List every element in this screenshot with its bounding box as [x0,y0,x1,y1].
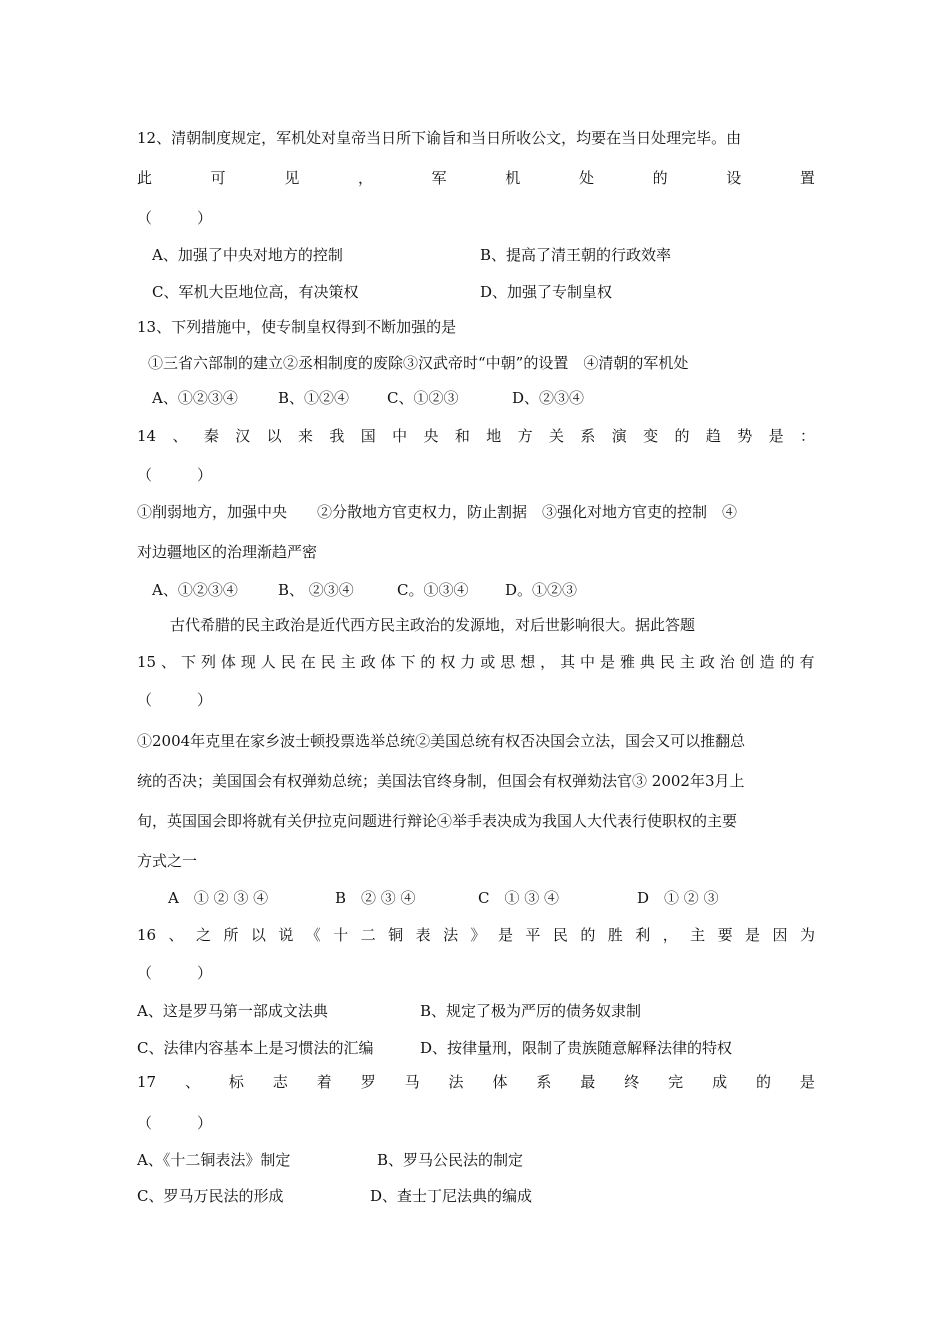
char: 列 [200,653,216,671]
char: 想 [520,653,536,671]
char: 权 [440,653,456,671]
char: ， [662,926,678,944]
char: 处 [578,169,594,187]
char: 体 [220,653,236,671]
char: 典 [639,653,655,671]
char: 罗 [360,1073,376,1091]
char: 以 [266,427,282,445]
char: ， [540,653,556,671]
char: 体 [380,653,396,671]
char: 标 [228,1073,244,1091]
char: 的 [580,926,596,944]
q17-option-b: B、罗马公民法的制定 [377,1151,524,1169]
q12-answer-paren: （ ） [137,209,213,227]
char: 为 [799,926,815,944]
char: 十 [333,926,349,944]
char: 下 [180,653,196,671]
char: 系 [536,1073,552,1091]
char: 以 [250,926,266,944]
q16-stem [137,925,815,945]
q16-option-c: C、法律内容基本上是习惯法的汇编 [137,1039,374,1057]
q15-answer-paren: （ ） [137,691,213,709]
q16-option-b: B、规定了极为严厉的债务奴隶制 [420,1002,642,1020]
char: 演 [611,427,627,445]
q15-option-c: C ① ③ ④ [478,889,560,907]
q15-body-line2: 统的否决；美国国会有权弹劾总统；美国法官终身制，但国会有权弹劾法官③ 2002年3月上 [137,772,745,790]
char: 设 [726,169,742,187]
char: 法 [448,1073,464,1091]
char: 是 [745,926,761,944]
q14-answer-paren: （ ） [137,466,213,484]
q13-items: ①三省六部制的建立②丞相制度的废除③汉武帝时“中朝”的设置 ④清朝的军机处 [148,354,689,372]
q15-option-b: B ② ③ ④ [335,889,416,907]
char: 15 [137,653,157,671]
char: 此 [137,169,153,187]
q13-option-b: B、①②④ [278,389,350,407]
char: 完 [668,1073,684,1091]
char: 创 [739,653,755,671]
char: 的 [652,169,668,187]
char: 变 [643,427,659,445]
char: 利 [635,926,651,944]
q17-answer-paren: （ ） [137,1114,213,1132]
char: 着 [316,1073,332,1091]
q15-body-line4: 方式之一 [137,852,198,870]
char: 成 [712,1073,728,1091]
q16-option-a: A、这是罗马第一部成文法典 [137,1002,328,1020]
char: 铜 [388,926,404,944]
char: 表 [415,926,431,944]
char: ， [357,169,373,187]
q14-option-d: D。①②③ [505,581,578,599]
char: 是 [497,926,513,944]
char: 政 [699,653,715,671]
char: 、 [172,427,188,445]
q14-stem [137,426,815,446]
char: 的 [755,1073,771,1091]
char: 之 [195,926,211,944]
q15-option-d: D ① ② ③ [637,889,719,907]
char: 下 [400,653,416,671]
q17-option-a: A、《十二铜表法》制定 [137,1151,291,1169]
char: 可 [210,169,226,187]
q15-body-line1: ①2004年克里在家乡波士顿投票选举总统②美国总统有权否决国会立法，国会又可以推翻总 [137,732,746,750]
q13-option-a: A、①②③④ [152,389,238,407]
q13-stem: 13、下列措施中，使专制皇权得到不断加强的是 [137,318,457,336]
char: 是 [768,427,784,445]
char: 要 [717,926,733,944]
char: 的 [420,653,436,671]
q12-option-b: B、提高了清王朝的行政效率 [480,246,672,264]
char: 主 [690,926,706,944]
char: 民 [320,653,336,671]
q17-stem [137,1072,815,1092]
q16-option-d: D、按律量刑，限制了贵族随意解释法律的特权 [420,1039,733,1057]
q13-option-d: D、②③④ [512,389,585,407]
q13-option-c: C、①②③ [387,389,459,407]
char: 民 [552,926,568,944]
char: 说 [278,926,294,944]
char: 关 [548,427,564,445]
q12-stem: 12、清朝制度规定，军机处对皇帝当日所下谕旨和当日所收公文，均要在当日处理完毕。由 [137,129,742,147]
char: 二 [360,926,376,944]
q15-option-a: A ① ② ③ ④ [168,889,269,907]
char: 民 [659,653,675,671]
char: 14 [137,427,157,445]
q17-option-c: C、罗马万民法的形成 [137,1187,284,1205]
char: 所 [223,926,239,944]
char: 、 [185,1073,201,1091]
char: 、 [168,926,184,944]
q17-option-d: D、查士丁尼法典的编成 [370,1187,533,1205]
char: 地 [486,427,502,445]
char: 法 [443,926,459,944]
q14-option-b: B、 ②③④ [278,581,354,599]
char: 、 [161,653,177,671]
char: 其 [560,653,576,671]
char: 置 [799,169,815,187]
char: 我 [329,427,345,445]
char: 机 [505,169,521,187]
char: 思 [500,653,516,671]
char: 有 [799,653,815,671]
char: 汉 [235,427,251,445]
q12-option-d: D、加强了专制皇权 [480,283,613,301]
char: 方 [517,427,533,445]
char: 来 [297,427,313,445]
char: 势 [737,427,753,445]
char: 在 [300,653,316,671]
char: 中 [392,427,408,445]
char: 》 [470,926,486,944]
char: 志 [272,1073,288,1091]
char: 《 [305,926,321,944]
char: 现 [240,653,256,671]
char: 政 [360,653,376,671]
section-intro: 古代希腊的民主政治是近代西方民主政治的发源地，对后世影响很大。据此答题 [170,616,696,634]
char: 造 [759,653,775,671]
q14-option-a: A、①②③④ [152,581,238,599]
char: 力 [460,653,476,671]
q15-body-line3: 旬，英国国会即将就有关伊拉克问题进行辩论④举手表决成为我国人大代表行使职权的主要 [137,812,738,830]
char: 终 [624,1073,640,1091]
char: 中 [580,653,596,671]
char: 最 [580,1073,596,1091]
char: 雅 [619,653,635,671]
char: 央 [423,427,439,445]
char: 国 [360,427,376,445]
char: 是 [799,1073,815,1091]
q14-items-line2: 对边疆地区的治理渐趋严密 [137,543,318,561]
q12-stem-continued [137,168,815,188]
q12-option-a: A、加强了中央对地方的控制 [152,246,343,264]
char: 或 [480,653,496,671]
char: 马 [404,1073,420,1091]
char: 系 [580,427,596,445]
q14-items-line1: ①削弱地方，加强中央 ②分散地方官吏权力，防止割据 ③强化对地方官吏的控制 ④ [137,503,738,521]
char: 是 [600,653,616,671]
char: 主 [340,653,356,671]
char: 主 [679,653,695,671]
char: ： [799,427,815,445]
char: 的 [779,653,795,671]
char: 胜 [607,926,623,944]
char: 体 [492,1073,508,1091]
char: 秦 [203,427,219,445]
char: 人 [260,653,276,671]
char: 见 [284,169,300,187]
char: 民 [280,653,296,671]
char: 和 [454,427,470,445]
char: 趋 [705,427,721,445]
char: 军 [431,169,447,187]
char: 治 [719,653,735,671]
q14-option-c: C。①③④ [397,581,469,599]
q16-answer-paren: （ ） [137,964,213,982]
char: 的 [674,427,690,445]
char: 因 [772,926,788,944]
char: 16 [137,926,157,944]
q12-option-c: C、军机大臣地位高，有决策权 [152,283,359,301]
char: 平 [525,926,541,944]
q15-stem [137,652,815,672]
char: 17 [137,1073,157,1091]
